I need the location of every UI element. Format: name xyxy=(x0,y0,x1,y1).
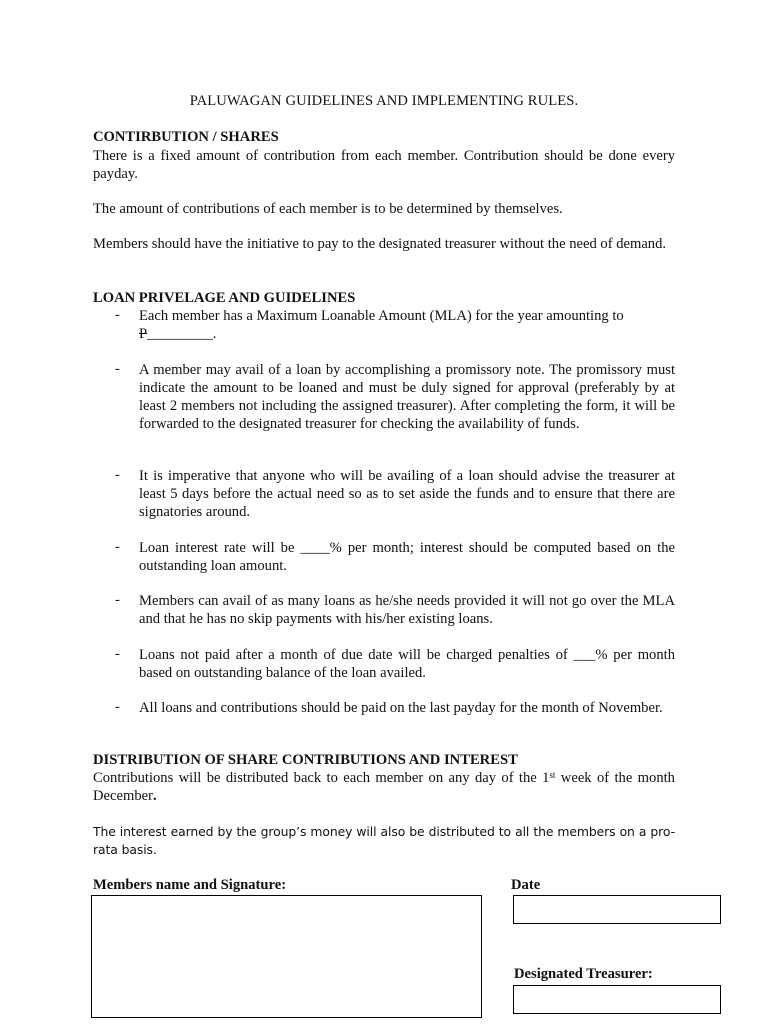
date-box[interactable] xyxy=(513,895,721,924)
contribution-heading: CONTIRBUTION / SHARES xyxy=(93,129,279,145)
loan-heading: LOAN PRIVELAGE AND GUIDELINES xyxy=(93,290,356,306)
contribution-paragraph-2: The amount of contributions of each member is to be determined by themselves. xyxy=(93,201,563,217)
contribution-paragraph-1: There is a fixed amount of contribution from each member. Contribution should be done every payday. xyxy=(93,148,675,182)
loan-item-7-text: All loans and contributions should be paid on the last payday for the month of November. xyxy=(139,700,663,716)
contribution-paragraph-3: Members should have the initiative to pay to the designated treasurer without the need of demand. xyxy=(93,236,667,252)
bullet-marker: - xyxy=(115,592,120,608)
bullet-marker: - xyxy=(115,539,120,555)
peso-sign: P xyxy=(139,326,148,342)
loan-item-5-text: Members can avail of as many loans as he/she needs provided it will not go over the MLA and that he has no skip payments with his/her existing loans. xyxy=(139,593,675,627)
loan-item-1-text: Each member has a Maximum Loanable Amount (MLA) for the year amounting to xyxy=(139,308,624,324)
bullet-marker: - xyxy=(115,307,120,323)
members-signature-label: Members name and Signature: xyxy=(93,877,287,893)
treasurer-label: Designated Treasurer: xyxy=(514,966,653,982)
distribution-paragraph-1: Contributions will be distributed back to each member on any day of the 1st week of the month December. xyxy=(93,770,675,804)
mla-blank: _________. xyxy=(147,326,217,342)
loan-item-2-text: A member may avail of a loan by accomplishing a promissory note. The promissory must indicate the amount to be loaned and must be duly signed for approval (preferably by at least 2 members not including the assigned treasurer). After completing the form, it will be forwarded to the designated treasurer for checking the availability of funds. xyxy=(139,362,675,432)
document-title: PALUWAGAN GUIDELINES AND IMPLEMENTING RULES. xyxy=(189,93,579,109)
bullet-marker: - xyxy=(115,361,120,377)
bullet-marker: - xyxy=(115,699,120,715)
loan-item-4-text: Loan interest rate will be ____% per month; interest should be computed based on the outstanding loan amount. xyxy=(139,540,675,574)
distribution-heading: DISTRIBUTION OF SHARE CONTRIBUTIONS AND INTEREST xyxy=(93,752,518,768)
loan-item-3-text: It is imperative that anyone who will be availing of a loan should advise the treasurer at least 5 days before the actual need so as to set aside the funds and to ensure that there are signatories around. xyxy=(139,468,675,520)
bullet-marker: - xyxy=(115,467,120,483)
distribution-paragraph-2: The interest earned by the group’s money will also be distributed to all the members on a pro-rata basis. xyxy=(93,824,675,857)
date-label: Date xyxy=(511,877,541,893)
treasurer-box[interactable] xyxy=(513,985,721,1014)
members-signature-box[interactable] xyxy=(91,895,482,1018)
bullet-marker: - xyxy=(115,646,120,662)
loan-item-6-text: Loans not paid after a month of due date will be charged penalties of ___% per month based on outstanding balance of the loan availed. xyxy=(139,647,675,681)
ordinal-suffix: st xyxy=(549,770,556,780)
